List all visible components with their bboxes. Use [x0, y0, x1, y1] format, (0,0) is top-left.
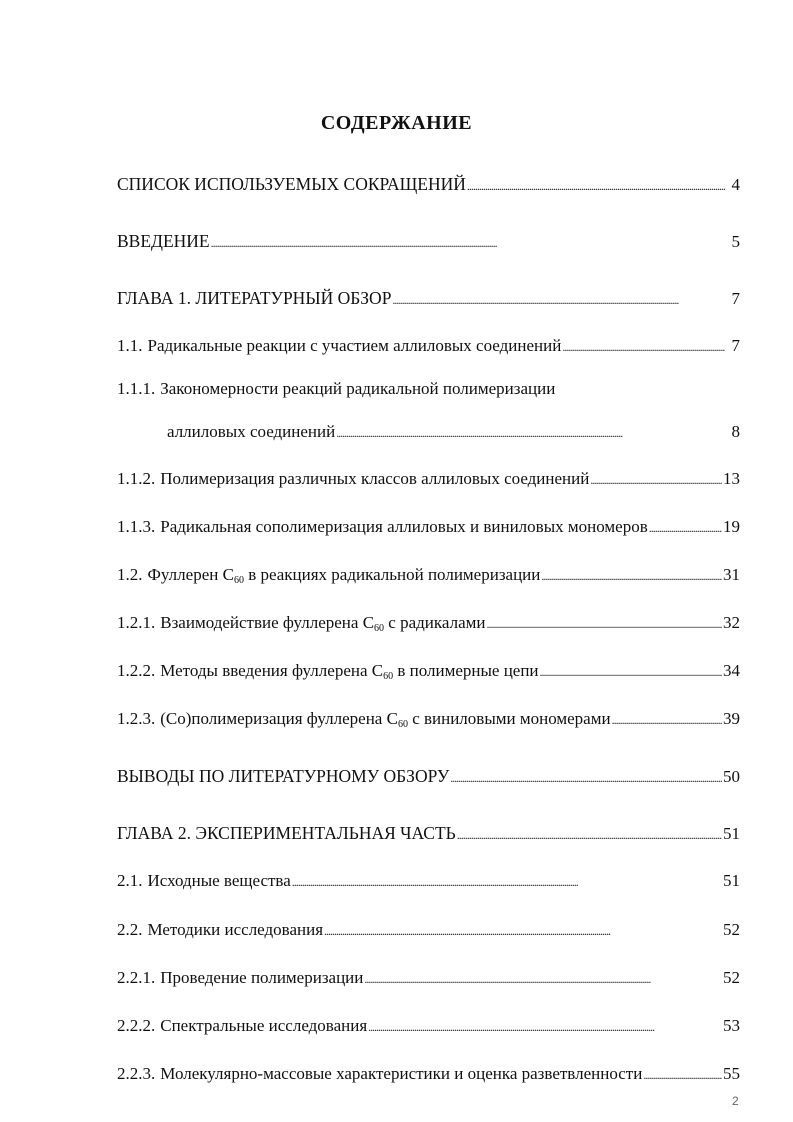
title-part: Взаимодействие фуллерена С — [160, 613, 375, 632]
toc-entry-number: 1.1.1. — [117, 379, 156, 398]
dot-leader — [486, 611, 722, 636]
toc-entry-page: 4 — [731, 175, 740, 194]
toc-entry-number: 2.1. — [117, 871, 143, 890]
toc-entry[interactable] — [117, 467, 740, 491]
toc-entry[interactable] — [117, 707, 740, 731]
toc-entry-title — [160, 611, 485, 641]
toc-entry[interactable] — [117, 869, 740, 893]
toc-entry-page: 52 — [723, 968, 740, 987]
toc-entry-number: 1.2.2. — [117, 661, 156, 680]
toc-entry-number: 1.1.2. — [117, 469, 156, 488]
title-part: Методы введения фуллерена С — [160, 661, 384, 680]
toc-entry-page: 5 — [731, 232, 740, 251]
dot-leader — [368, 1014, 722, 1039]
toc-entry[interactable] — [117, 659, 740, 683]
toc-entry-page: 52 — [723, 920, 740, 939]
toc-entry[interactable] — [117, 172, 740, 196]
dot-leader — [541, 563, 722, 588]
dot-leader — [336, 420, 725, 445]
toc-entry-page: 8 — [731, 422, 740, 441]
title-part: Фуллерен С — [147, 565, 234, 584]
toc-entry[interactable] — [117, 229, 740, 253]
toc-entry[interactable] — [117, 611, 740, 635]
toc-entry-page: 19 — [723, 517, 740, 536]
toc-entry-title — [160, 659, 538, 689]
toc-entry-page: 39 — [723, 709, 740, 728]
dot-leader — [392, 287, 725, 312]
toc-entry[interactable] — [117, 1062, 740, 1086]
toc-entry-page: 55 — [723, 1064, 740, 1083]
toc-entry-title: Радикальные реакции с участием аллиловых соединений — [147, 336, 562, 355]
title-part: (Со)полимеризация фуллерена С — [160, 709, 398, 728]
toc-entry[interactable] — [117, 821, 740, 845]
toc-entry-page: 34 — [723, 661, 740, 680]
dot-leader — [612, 707, 722, 732]
toc-entry[interactable] — [117, 918, 740, 942]
toc-entry-page: 50 — [723, 767, 740, 786]
dot-leader — [450, 765, 722, 790]
toc-entry-page: 51 — [723, 824, 740, 843]
page-title: СОДЕРЖАНИЕ — [320, 112, 473, 134]
toc-entry-title: СПИСОК ИСПОЛЬЗУЕМЫХ СОКРАЩЕНИЙ — [117, 174, 466, 194]
toc-entry-title: Проведение полимеризации — [160, 968, 364, 987]
toc-entry-title: Спектральные исследования — [160, 1016, 368, 1035]
toc-entry[interactable] — [117, 1014, 740, 1038]
toc-entry[interactable] — [117, 764, 740, 788]
toc-entry-continuation[interactable] — [167, 420, 740, 444]
title-part: в реакциях радикальной полимеризации — [243, 565, 541, 584]
toc-entry-title: Закономерности реакций радикальной полимеризации — [160, 379, 556, 398]
toc-entry-page: 7 — [731, 336, 740, 355]
toc-entry-title: Методики исследования — [147, 920, 324, 939]
toc-entry[interactable] — [117, 286, 740, 310]
toc-entry-page: 7 — [731, 289, 740, 308]
toc-entry-title: ГЛАВА 2. ЭКСПЕРИМЕНТАЛЬНАЯ ЧАСТЬ — [117, 823, 456, 843]
toc-entry[interactable] — [117, 515, 740, 539]
title-part: с виниловыми мономерами — [407, 709, 611, 728]
toc-entry-number: 1.1. — [117, 336, 143, 355]
toc-entry-title: Радикальная сополимеризация аллиловых и виниловых мономеров — [160, 517, 648, 536]
toc-entry-page: 32 — [723, 613, 740, 632]
subscript: 60 — [383, 671, 394, 682]
toc-entry-number: 2.2. — [117, 920, 143, 939]
dot-leader — [562, 334, 725, 359]
title-part: с радикалами — [384, 613, 486, 632]
dot-leader — [467, 173, 725, 198]
subscript: 60 — [233, 575, 244, 586]
toc-entry-number: 2.2.1. — [117, 968, 156, 987]
dot-leader — [364, 966, 722, 991]
toc-entry-title: Молекулярно-массовые характеристики и оценка разветвленности — [160, 1064, 643, 1083]
toc-entry[interactable] — [117, 966, 740, 990]
toc-entry-page: 51 — [723, 871, 740, 890]
toc-entry-title — [148, 563, 541, 593]
subscript: 60 — [374, 623, 385, 634]
toc-entry-page: 13 — [723, 469, 740, 488]
dot-leader — [457, 822, 722, 847]
toc-entry-number: 1.2.3. — [117, 709, 156, 728]
toc-entry-title: ВВЕДЕНИЕ — [117, 231, 210, 251]
toc-entry-number: 1.1.3. — [117, 517, 156, 536]
toc-entry-number: 2.2.2. — [117, 1016, 156, 1035]
toc-entry-number: 2.2.3. — [117, 1064, 156, 1083]
page-number: 2 — [732, 1094, 739, 1108]
toc-entry-page: 31 — [723, 565, 740, 584]
dot-leader — [590, 467, 722, 492]
dot-leader — [292, 869, 722, 894]
dot-leader — [324, 918, 722, 943]
toc-entry-title — [160, 707, 610, 737]
toc-entry-number: 1.2. — [117, 565, 143, 584]
toc-entry[interactable] — [117, 377, 740, 401]
toc-entry-page: 53 — [723, 1016, 740, 1035]
dot-leader — [649, 515, 722, 540]
toc-entry-title: ВЫВОДЫ ПО ЛИТЕРАТУРНОМУ ОБЗОРУ — [117, 766, 450, 786]
subscript: 60 — [397, 719, 408, 730]
toc-entry-title: аллиловых соединений — [167, 422, 336, 441]
dot-leader — [540, 659, 722, 684]
toc-entry-title: Полимеризация различных классов аллиловых соединений — [160, 469, 590, 488]
dot-leader — [643, 1062, 722, 1087]
toc-entry-title: ГЛАВА 1. ЛИТЕРАТУРНЫЙ ОБЗОР — [117, 288, 392, 308]
toc-entry-title: Исходные вещества — [147, 871, 291, 890]
title-part: в полимерные цепи — [393, 661, 539, 680]
toc-entry[interactable] — [117, 563, 740, 587]
toc-entry-number: 1.2.1. — [117, 613, 156, 632]
dot-leader — [211, 230, 725, 255]
toc-entry[interactable] — [117, 334, 740, 358]
